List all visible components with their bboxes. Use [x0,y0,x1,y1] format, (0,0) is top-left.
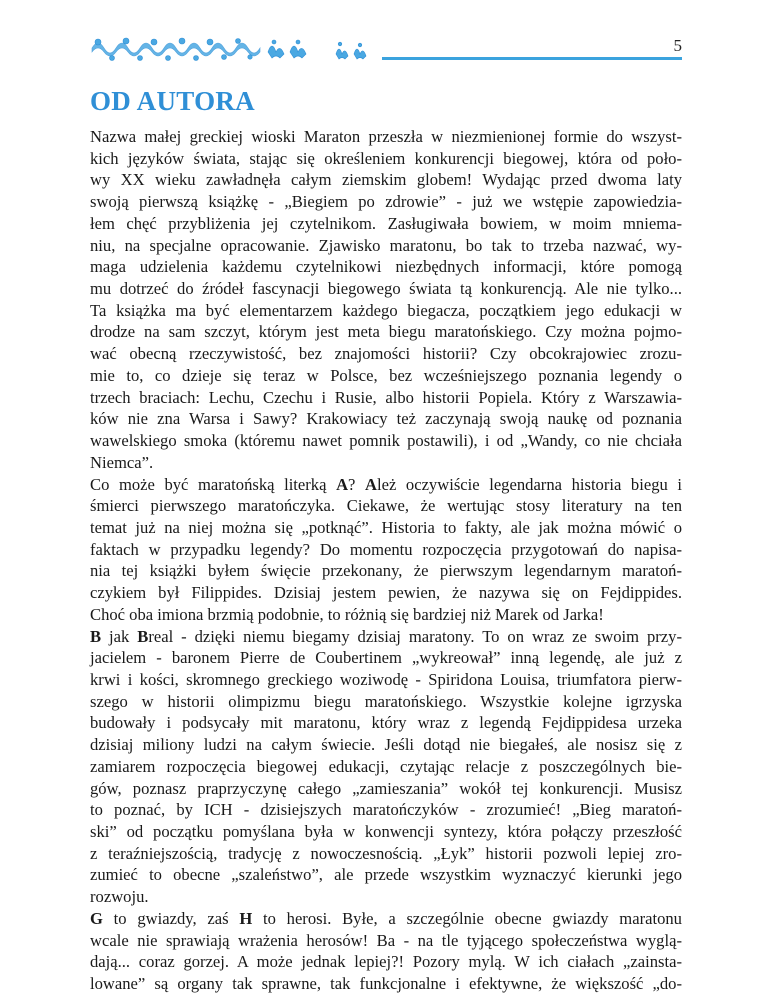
text-line: dzisiaj miliony ludzi na całym świecie. Jeśli dotąd nie biegałeś, ale nosisz się z [90,735,682,755]
text-line: Co może być maratońską literką A? Ależ oczywiście legendarna historia biegu i [90,474,682,494]
text-line: swoją pierwszą książkę - „Biegiem po zdrowie” - już we wstępie zapowiedzia- [90,192,682,212]
text-line: wy XX wieku zawładnęła całym ziemskim globem! Wydając przed dwoma laty [90,170,682,190]
text-line: mie to, co dzieje się teraz w Polsce, bez wcześniejszego poznania legendy o [90,365,682,385]
text-line: rozwoju. [90,887,149,907]
text-line: czykiem był Filippides. Dzisiaj jestem pewien, że nazywa się on Fejdippides. [90,583,682,603]
text-line: zamiarem rozpoczęcia biegowej edukacji, czytając relacje z poszczególnych bie- [90,756,682,776]
body-text [90,126,682,995]
text-line: niu, na specjalne opracowanie. Zjawisko maratonu, bo tak to trzeba nazwać, wy- [90,235,682,255]
text-line: maga udzielenia każdemu czytelnikowi niezbędnych informacji, które pomogą [90,257,682,277]
text-line: wać obecną rzeczywistość, bez znajomości historii? Czy obcokrajowiec zrozu- [90,344,682,364]
text-line: śmierci pierwszego maratończyka. Ciekawe, że wertując stosy literatury na ten [90,496,682,516]
text-line: wcale nie sprawiają wrażenia herosów! Ba - na tle tyjącego społeczeństwa wyglą- [90,930,682,950]
text-line: budowały i podsycały mit maratonu, który wraz z legendą Fejdippidesa urzeka [90,713,682,733]
text-line: Nazwa małej greckiej wioski Maraton przeszła w niezmienionej formie do wszyst- [90,127,682,146]
text-line: zumieć to obecne „szaleństwo”, ale przede wszystkim wyznaczyć kierunki jego [90,865,682,885]
page-number: 5 [673,36,682,55]
text-line: kich języków świata, stając się określeniem konkurencji biegowej, która od poło- [90,148,682,168]
text-line: gów, poznasz praprzyczynę całego „zamieszania” wokół tej konkurencji. Musisz [90,778,682,798]
text-line: drodze na sam szczyt, którym jest meta biegu maratońskiego. Czy można pojmo- [90,322,682,342]
text-line: B jak Breal - dzięki niemu biegamy dzisiaj maratony. To on wraz ze swoim przy- [90,626,682,646]
text-line: łem chęć przybliżenia jej czytelnikom. Zasługiwała bowiem, w moim mniema- [90,213,682,233]
text-line: nia tej książki byłem święcie przekonany, że pierwszym legendarnym maratoń- [90,561,682,581]
text-line: G to gwiazdy, zaś H to herosi. Byłe, a szczególnie obecne gwiazdy maratonu [90,908,682,928]
text-line: dają... coraz gorzej. A może jednak lepiej?! Pozory mylą. W ich ciałach „zainsta- [90,952,682,972]
text-line: Choć oba imiona brzmią podobnie, to różnią się bardziej niż Marek od Jarka! [90,604,604,624]
text-line: Ta książka ma być elementarzem każdego biegacza, początkiem jego edukacji w [90,300,682,320]
text-line: lowane” są organy tak sprawne, tak funkcjonalne i efektywne, że większość „do- [90,974,682,994]
text-line: to poznać, by ICH - dzisiejszych maratończyków - zrozumieć! „Bieg maratoń- [90,800,682,820]
text-line: wawelskiego smoka (któremu nawet pomnik postawili), i od „Wandy, co nie chciała [90,431,682,451]
text-line: trzech braciach: Lechu, Czechu i Rusie, albo historii Popiela. Który z Warszawia- [90,387,682,407]
text-line: temat już na niej można się „potknąć”. Historia to fakty, ale jak można mówić o [90,517,682,537]
text-line: ków nie zna Warsa i Sawy? Krakowiacy też zaczynają swoją naukę od poznania [90,409,682,429]
text-line: ski” od początku pomyślana była w konwencji syntezy, która połączy przeszłość [90,822,682,841]
header-rule [382,57,682,60]
text-line: jacielem - baronem Pierre de Coubertinem „wykreował” inną legendę, ale już z [90,648,682,668]
text-line: Niemca”. [90,452,154,472]
text-line: z teraźniejszością, tradycję z nowoczesnością. „Łyk” historii pozwoli lepiej zro- [90,843,682,863]
text-line: mu dotrzeć do źródeł fascynacji biegowego świata tą konkurencją. Ale nie tylko... [90,279,682,299]
text-line: szego w historii olimpizmu biegu maratońskiego. Wszystkie kolejne igrzyska [90,691,682,711]
page-title: OD AUTORA [90,86,255,116]
text-line: faktach w przypadku legendy? Do momentu rozpoczęcia przygotowań do napisa- [90,539,682,559]
text-line: krwi i kości, skromnego greckiego woziwodę - Spiridona Louisa, triumfatora pierw- [90,669,682,689]
decorative-ornament-border [90,34,390,64]
page-header [90,34,682,64]
